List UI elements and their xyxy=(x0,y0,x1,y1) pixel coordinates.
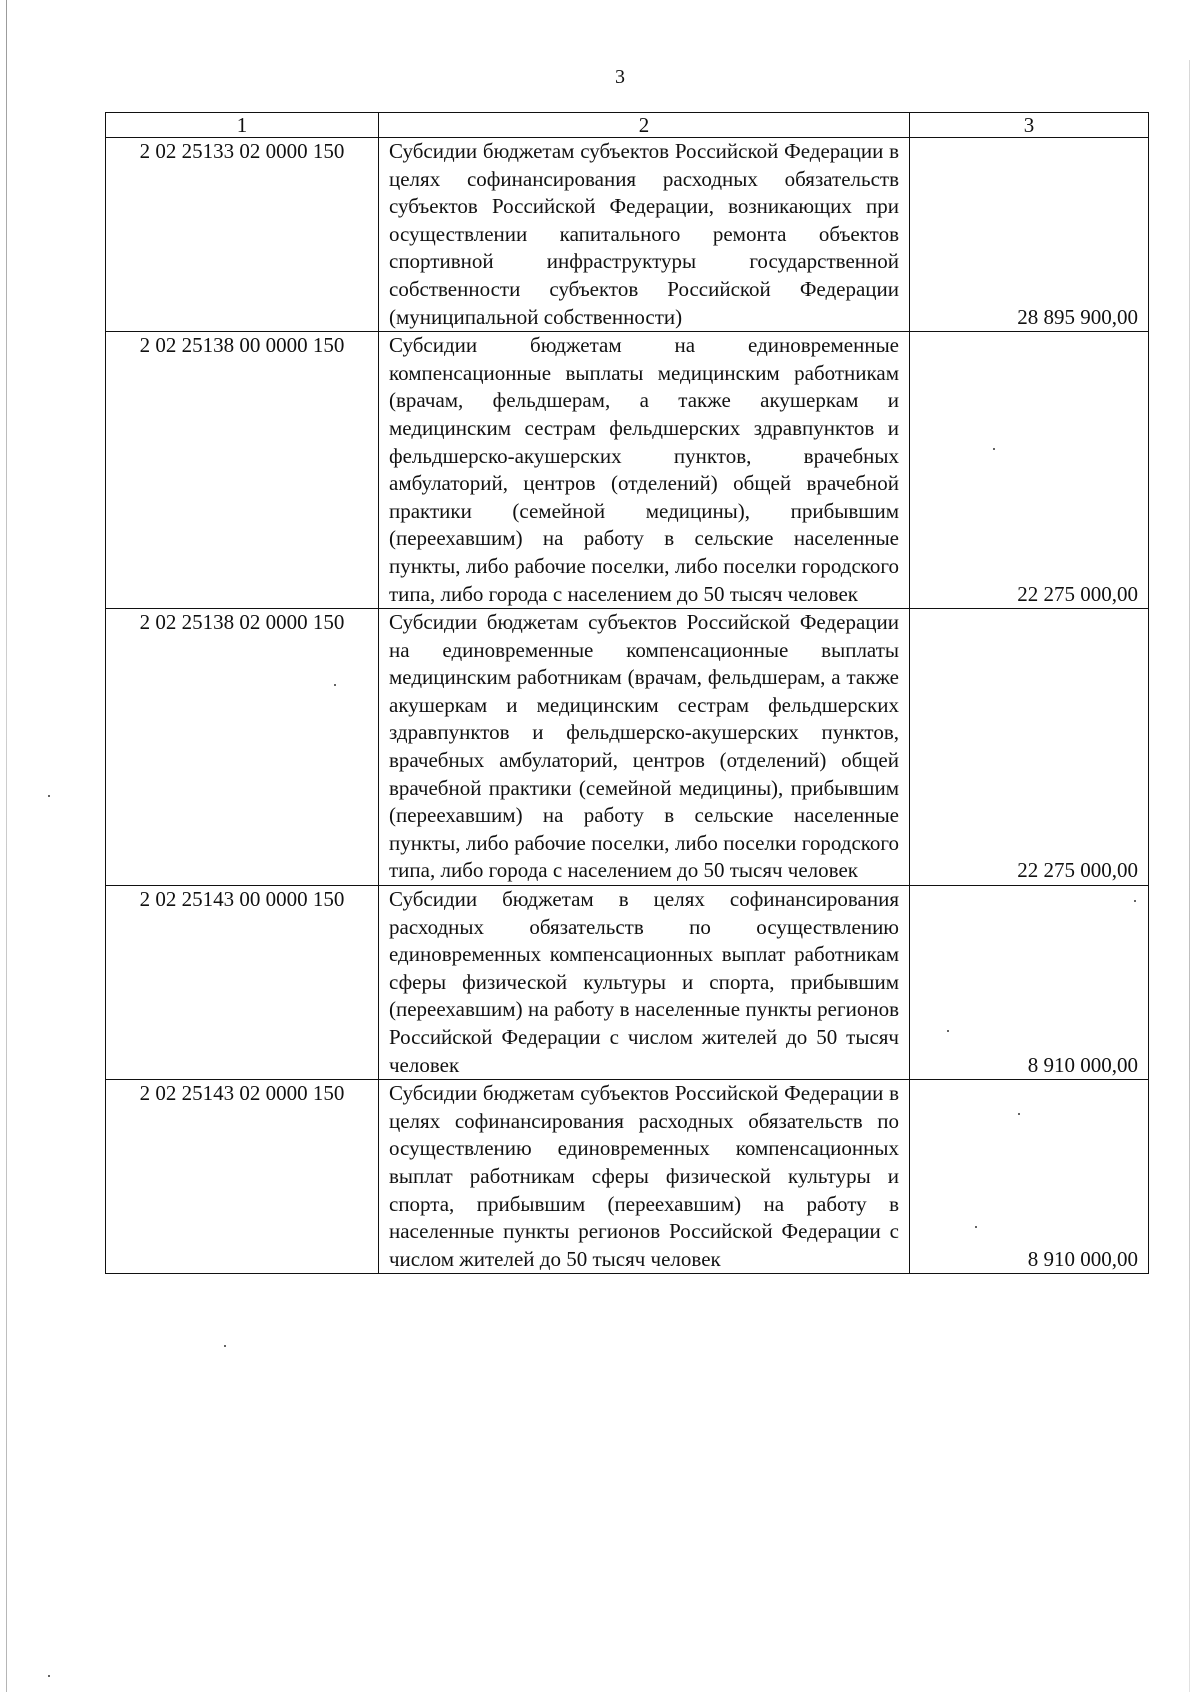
scan-speck xyxy=(1018,1113,1020,1115)
row-code: 2 02 25133 02 0000 150 xyxy=(106,138,379,332)
row-code: 2 02 25138 00 0000 150 xyxy=(106,332,379,609)
scan-speck xyxy=(975,1226,977,1228)
row-amount: 8 910 000,00 xyxy=(910,1080,1149,1274)
scan-speck xyxy=(48,795,50,797)
scan-right-edge xyxy=(1189,60,1190,1692)
scan-left-edge xyxy=(6,0,7,1692)
header-cell-3: 3 xyxy=(910,113,1149,138)
row-name: Субсидии бюджетам субъектов Российской Федерации в целях софинансирования расходных обязательств по осуществлению единовременных компенсационных выплат работникам сферы физической культуры и спорта, прибывшим (переехавшим) на работу в населенные пункты регионов Российской Федерации с числом жителей до 50 тысяч человек xyxy=(379,1080,910,1274)
budget-table xyxy=(105,112,1149,1274)
row-amount: 28 895 900,00 xyxy=(910,138,1149,332)
table-row xyxy=(106,886,1149,1080)
page-number: 3 xyxy=(615,66,625,88)
scan-speck xyxy=(1134,900,1136,902)
row-name: Субсидии бюджетам субъектов Российской Федерации на единовременные компенсационные выплаты медицинским работникам (врачам, фельдшерам, а также акушеркам и медицинским сестрам фельдшерских здравпунктов и фельдшерско-акушерских пунктов, врачебных амбулаторий, центров (отделений) общей врачебной практики (семейной медицины), прибывшим (переехавшим) на работу в сельские населенные пункты, либо рабочие поселки, либо поселки городского типа, либо города с населением до 50 тысяч человек xyxy=(379,609,910,886)
table-header-row xyxy=(106,113,1149,138)
scan-speck xyxy=(48,1675,50,1677)
row-code: 2 02 25138 02 0000 150 xyxy=(106,609,379,886)
row-code: 2 02 25143 02 0000 150 xyxy=(106,1080,379,1274)
scan-speck xyxy=(334,684,336,686)
table-row xyxy=(106,609,1149,886)
row-amount: 22 275 000,00 xyxy=(910,332,1149,609)
table-row xyxy=(106,332,1149,609)
row-name: Субсидии бюджетам в целях софинансирования расходных обязательств по осуществлению единовременных компенсационных выплат работникам сферы физической культуры и спорта, прибывшим (переехавшим) на работу в населенные пункты регионов Российской Федерации с числом жителей до 50 тысяч человек xyxy=(379,886,910,1080)
table-row xyxy=(106,1080,1149,1274)
row-name: Субсидии бюджетам на единовременные компенсационные выплаты медицинским работникам (врачам, фельдшерам, а также акушеркам и медицинским сестрам фельдшерских здравпунктов и фельдшерско-акушерских пунктов, врачебных амбулаторий, центров (отделений) общей врачебной практики (семейной медицины), прибывшим (переехавшим) на работу в сельские населенные пункты, либо рабочие поселки, либо поселки городского типа, либо города с населением до 50 тысяч человек xyxy=(379,332,910,609)
row-name: Субсидии бюджетам субъектов Российской Федерации в целях софинансирования расходных обязательств субъектов Российской Федерации, возникающих при осуществлении капитального ремонта объектов спортивной инфраструктуры государственной собственности субъектов Российской Федерации (муниципальной собственности) xyxy=(379,138,910,332)
row-amount: 8 910 000,00 xyxy=(910,886,1149,1080)
table-row xyxy=(106,138,1149,332)
row-code: 2 02 25143 00 0000 150 xyxy=(106,886,379,1080)
row-amount: 22 275 000,00 xyxy=(910,609,1149,886)
header-cell-1: 1 xyxy=(106,113,379,138)
scan-speck xyxy=(947,1030,949,1032)
scan-speck xyxy=(224,1345,226,1347)
header-cell-2: 2 xyxy=(379,113,910,138)
scan-speck xyxy=(993,448,995,450)
